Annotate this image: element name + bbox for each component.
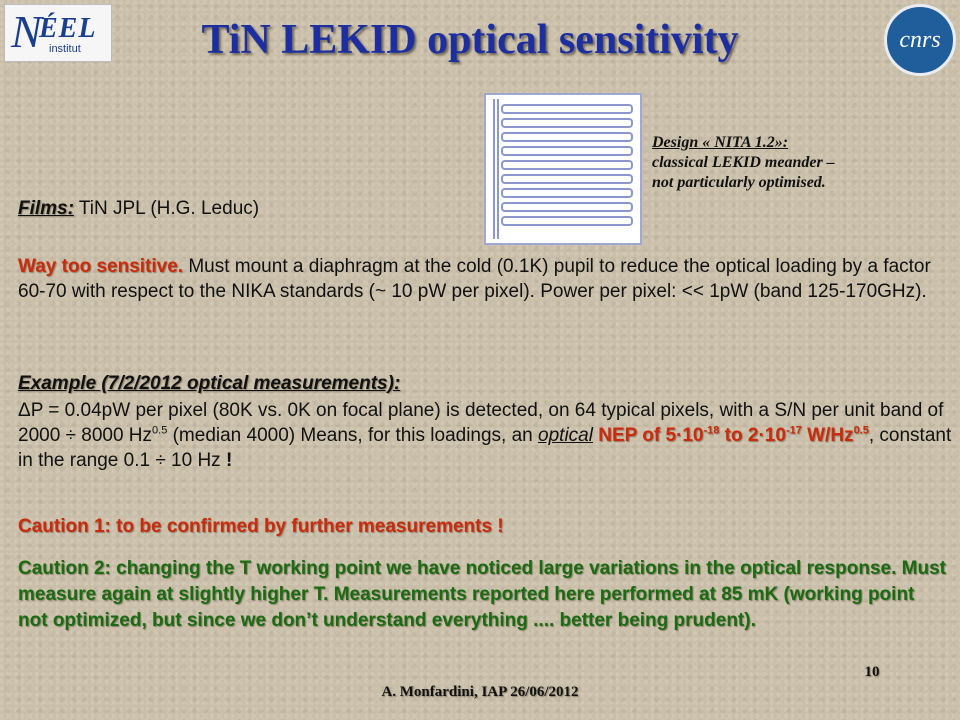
page-number: 10: [864, 664, 880, 680]
sensitivity-lead: Way too sensitive.: [18, 256, 184, 277]
nep-exp-2: -17: [785, 424, 802, 437]
example-sup-a: 0.5: [152, 424, 168, 437]
films-text: TiN JPL (H.G. Leduc): [73, 198, 260, 219]
design-note-line2: not particularly optimised.: [652, 174, 826, 191]
example-heading: Example (7/2/2012 optical measurements):: [18, 373, 401, 394]
caution-2: Caution 2: changing the T working point we have noticed large variations in the optical response. Must measure again at slightly higher T. Measurements reported here performed at 85 mK (working point not optimized, but since we don’t understand everything .... better being prudent).: [18, 558, 946, 631]
cnrs-logo: [884, 4, 956, 76]
neel-logo-word: ÉEL: [39, 13, 97, 44]
sensitivity-text: Must mount a diaphragm at the cold (0.1K) pupil to reduce the optical loading by a factor 60-70 with respect to the NIKA standards (~ 10 pW per pixel). Power per pixel: << 1pW (band 125-170GHz).: [18, 256, 931, 302]
cnrs-logo-text: cnrs: [899, 27, 941, 53]
caution-1: Caution 1: to be confirmed by further measurements !: [18, 516, 504, 537]
design-note-line1: classical LEKID meander –: [652, 154, 835, 171]
nep-value: [593, 425, 869, 446]
films-paragraph: [18, 196, 478, 221]
design-note: [652, 133, 952, 193]
example-line-b: (median 4000) Means, for this loadings, an: [167, 425, 539, 446]
nep-exp-1: -18: [703, 424, 720, 437]
example-line-a: P = 0.04pW per pixel (80K vs. 0K on focal plane) is detected, on 64 typical pixels, with a S/N per unit band of 2000 ÷ 8000 Hz: [18, 400, 944, 446]
optical-word: optical: [538, 425, 593, 446]
nep-part-b: to 2·10: [719, 425, 786, 446]
delta-symbol: Δ: [18, 400, 31, 421]
sensitivity-paragraph: [18, 254, 953, 304]
lekid-meander-diagram: [484, 93, 642, 245]
slide-title: TiN LEKID optical sensitivity: [201, 17, 739, 63]
design-note-heading: Design « NITA 1.2»:: [652, 134, 789, 151]
neel-logo-sub: institut: [49, 43, 81, 55]
nep-part-a: NEP of 5·10: [592, 425, 704, 446]
example-bang: !: [225, 450, 233, 471]
footer-credit: A. Monfardini, IAP 26/06/2012: [381, 684, 579, 700]
example-paragraph: [18, 398, 953, 473]
neel-institut-logo: [4, 4, 112, 62]
nep-part-c: W/Hz: [801, 425, 854, 446]
nep-exp-3: 0.5: [853, 424, 869, 437]
neel-logo-mark: N: [11, 6, 42, 57]
films-label: Films:: [18, 198, 74, 219]
example-line-c: , constant in the range 0.1 ÷ 10 Hz: [18, 425, 952, 471]
